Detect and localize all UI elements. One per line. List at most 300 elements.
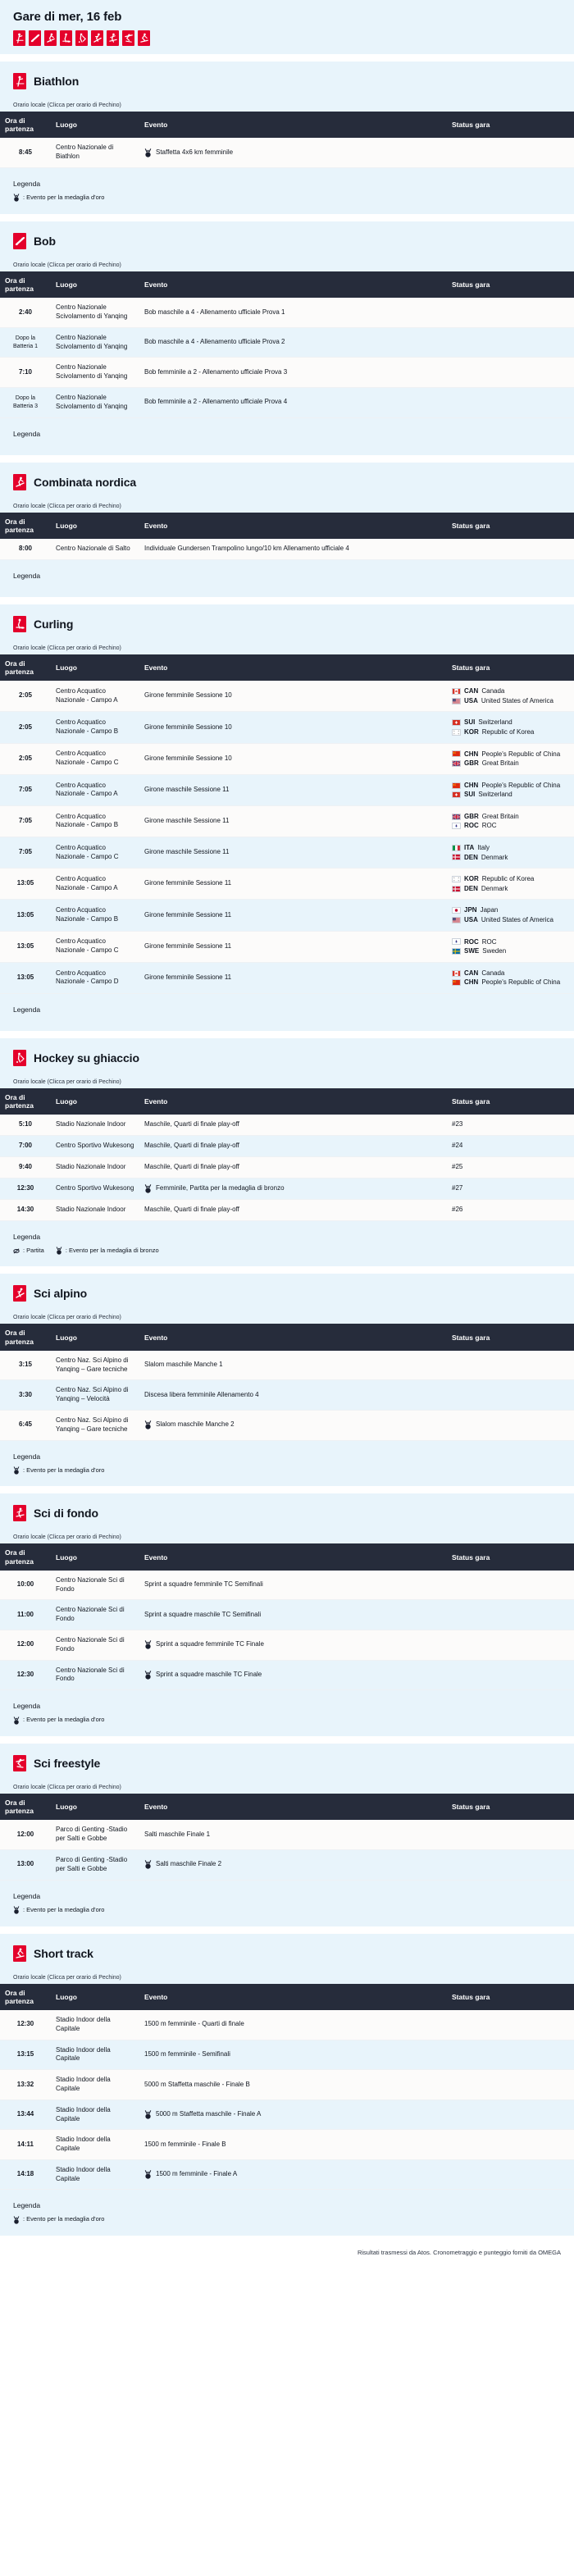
cell-status <box>447 1600 574 1630</box>
event-label: Girone maschile Sessione 11 <box>144 785 230 793</box>
event-label: Salti maschile Finale 1 <box>144 1830 211 1838</box>
team-name: Italy <box>477 844 490 852</box>
team-name: United States of America <box>481 916 554 924</box>
event-label: Bob maschile a 4 - Allenamento ufficiale Prova 2 <box>144 338 285 346</box>
cell-event <box>139 712 447 743</box>
legend-entry-gold <box>13 1466 104 1475</box>
flag-icon-usa <box>452 698 461 704</box>
column-header-event: Evento <box>139 1543 447 1570</box>
section-title: Sci alpino <box>34 1287 88 1301</box>
cell-start-time: 8:00 <box>0 539 51 559</box>
cell-event <box>139 1351 447 1380</box>
sport-filter-sci-di-fondo[interactable] <box>107 30 119 46</box>
column-header-venue: Luogo <box>51 1088 139 1115</box>
status-team <box>452 781 569 791</box>
short-track-icon <box>13 1945 26 1962</box>
team-code: USA <box>464 696 478 704</box>
event-label: 5000 m Staffetta maschile - Finale B <box>144 2080 250 2088</box>
nordic-combined-icon <box>13 474 26 490</box>
cell-event <box>139 2100 447 2130</box>
team-code: SWE <box>464 947 480 955</box>
event-label: 1500 m femminile - Finale B <box>144 2140 226 2148</box>
cell-event <box>139 2040 447 2070</box>
sport-filter-sci-freestyle[interactable] <box>122 30 134 46</box>
section-divider <box>0 1486 574 1493</box>
table-row[interactable] <box>0 1660 574 1690</box>
status-team <box>452 874 569 884</box>
team-name: Sweden <box>482 947 507 955</box>
table-row[interactable] <box>0 2130 574 2160</box>
cell-event <box>139 1411 447 1441</box>
cell-start-time: 13:15 <box>0 2040 51 2070</box>
section-title: Bob <box>34 234 56 248</box>
cross-country-icon <box>108 32 118 44</box>
sport-section-sci-freestyle <box>0 1744 574 1926</box>
cell-start-time: 13:05 <box>0 869 51 900</box>
table-header-row <box>0 112 574 138</box>
flag-icon-roc <box>452 823 461 829</box>
gold-medal-icon <box>144 1860 152 1869</box>
legend-title: Legenda <box>13 1232 41 1241</box>
cell-start-time: 12:00 <box>0 1630 51 1661</box>
cell-status <box>447 1850 574 1881</box>
cell-status <box>447 1571 574 1600</box>
cell-status <box>447 298 574 327</box>
team-name: People's Republic of China <box>481 781 561 789</box>
table-row[interactable] <box>0 869 574 900</box>
table-header-row <box>0 1324 574 1350</box>
legend-bronze-label: : Evento per la medaglia di bronzo <box>65 1246 159 1254</box>
flag-icon-swe <box>452 948 461 955</box>
cell-venue: Centro Nazionale Sci di Fondo <box>51 1600 139 1630</box>
cell-status <box>447 1115 574 1135</box>
section-divider <box>0 54 574 62</box>
column-header-status: Status gara <box>447 654 574 681</box>
local-time-toggle[interactable]: Orario locale (Clicca per orario di Pechino) <box>13 103 121 108</box>
cell-event <box>139 837 447 869</box>
cell-start-time: 13:05 <box>0 962 51 993</box>
legend-gold-label: : Evento per la medaglia d'oro <box>23 1716 105 1724</box>
team-code: ITA <box>464 844 475 852</box>
local-time-toggle[interactable]: Orario locale (Clicca per orario di Pechino) <box>13 645 121 651</box>
legend-curling <box>0 994 574 1029</box>
cell-venue: Centro Acquatico Nazionale - Campo D <box>51 962 139 993</box>
column-header-status: Status gara <box>447 1088 574 1115</box>
local-time-toggle[interactable]: Orario locale (Clicca per orario di Pechino) <box>13 1315 121 1321</box>
table-row[interactable] <box>0 2159 574 2190</box>
legend-biathlon <box>0 168 574 212</box>
cell-event <box>139 869 447 900</box>
gold-medal-icon <box>144 2170 152 2179</box>
sport-section-curling <box>0 604 574 1031</box>
local-time-toggle[interactable]: Orario locale (Clicca per orario di Pechino) <box>13 262 121 268</box>
sport-filter-short-track[interactable] <box>138 30 150 46</box>
local-time-toggle[interactable]: Orario locale (Clicca per orario di Pechino) <box>13 1785 121 1791</box>
cell-status <box>447 743 574 774</box>
legend-entry-gold <box>13 1716 104 1725</box>
event-label: Girone femminile Sessione 11 <box>144 910 232 919</box>
table-row[interactable] <box>0 1380 574 1411</box>
table-row[interactable] <box>0 388 574 418</box>
legend-gold-label: : Evento per la medaglia d'oro <box>23 1466 105 1474</box>
flag-icon-den <box>452 886 461 892</box>
cell-venue: Stadio Indoor della Capitale <box>51 2010 139 2040</box>
legend-sci-alpino <box>0 1441 574 1485</box>
cell-event <box>139 2130 447 2160</box>
cell-event <box>139 805 447 837</box>
column-header-event: Evento <box>139 1794 447 1820</box>
event-label: Maschile, Quarti di finale play-off <box>144 1142 239 1150</box>
section-divider <box>0 1736 574 1744</box>
ice-hockey-icon <box>77 32 87 44</box>
cell-status <box>447 2070 574 2100</box>
status-team <box>452 718 569 727</box>
cell-status <box>447 1630 574 1661</box>
event-label: Individuale Gundersen Trampolino lungo/10 km Allenamento ufficiale 4 <box>144 544 349 552</box>
cell-start-time: 2:05 <box>0 743 51 774</box>
team-code: USA <box>464 916 478 924</box>
cell-start-time: 14:11 <box>0 2130 51 2160</box>
table-row[interactable] <box>0 962 574 993</box>
cell-status <box>447 539 574 559</box>
column-header-venue: Luogo <box>51 513 139 539</box>
column-header-event: Evento <box>139 271 447 298</box>
column-header-event: Evento <box>139 1088 447 1115</box>
cell-start-time: 11:00 <box>0 1600 51 1630</box>
column-header-status: Status gara <box>447 271 574 298</box>
cell-venue: Centro Naz. Sci Alpino di Yanqing – Velocità <box>51 1380 139 1411</box>
team-code: GBR <box>464 759 479 768</box>
bronze-medal-icon <box>56 1247 62 1255</box>
team-code: DEN <box>464 853 478 861</box>
match-number: #24 <box>452 1142 463 1150</box>
local-time-toggle[interactable]: Orario locale (Clicca per orario di Pechino) <box>13 1534 121 1541</box>
event-label: Slalom maschile Manche 1 <box>144 1361 223 1369</box>
cell-venue: Stadio Nazionale Indoor <box>51 1115 139 1135</box>
cell-start-time: Dopo la Batteria 3 <box>0 388 51 418</box>
cell-venue: Centro Acquatico Nazionale - Campo C <box>51 837 139 869</box>
table-row[interactable] <box>0 1156 574 1178</box>
cell-status <box>447 1178 574 1199</box>
table-row[interactable] <box>0 837 574 869</box>
section-header-hockey-su-ghiaccio <box>0 1038 574 1074</box>
cell-event <box>139 931 447 962</box>
sport-filter-hockey-su-ghiaccio[interactable] <box>75 30 88 46</box>
schedule-table-combinata-nordica <box>0 513 574 560</box>
table-row[interactable] <box>0 298 574 327</box>
section-divider <box>0 214 574 221</box>
curling-icon <box>61 32 71 44</box>
cell-start-time: 5:10 <box>0 1115 51 1135</box>
event-label: Girone femminile Sessione 11 <box>144 879 232 887</box>
cell-start-time: 13:05 <box>0 900 51 931</box>
flag-icon-sui <box>452 791 461 798</box>
schedule-table-bob <box>0 271 574 418</box>
event-label: Maschile, Quarti di finale play-off <box>144 1120 239 1128</box>
cell-start-time: 8:45 <box>0 138 51 167</box>
section-header-curling <box>0 604 574 641</box>
event-label: Salti maschile Finale 2 <box>156 1860 222 1868</box>
cell-event <box>139 298 447 327</box>
column-header-time: Ora di partenza <box>0 654 51 681</box>
cell-status <box>447 900 574 931</box>
cell-status <box>447 837 574 869</box>
table-row[interactable] <box>0 1136 574 1157</box>
sport-filter-biathlon[interactable] <box>13 30 25 46</box>
cross-country-icon <box>13 1505 26 1521</box>
cell-status <box>447 2159 574 2190</box>
cell-status <box>447 2100 574 2130</box>
team-code: JPN <box>464 906 477 914</box>
section-header-sci-alpino <box>0 1274 574 1310</box>
legend-sci-di-fondo <box>0 1690 574 1735</box>
sport-filter-combinata-nordica[interactable] <box>44 30 57 46</box>
section-header-short-track <box>0 1934 574 1970</box>
biathlon-icon <box>13 73 26 89</box>
status-team <box>452 727 569 737</box>
column-header-status: Status gara <box>447 513 574 539</box>
section-divider <box>0 1926 574 1934</box>
team-code: ROC <box>464 822 479 830</box>
table-row[interactable] <box>0 539 574 559</box>
table-header-row <box>0 1543 574 1570</box>
table-row[interactable] <box>0 2010 574 2040</box>
status-team <box>452 812 569 822</box>
team-name: United States of America <box>481 696 554 704</box>
column-header-venue: Luogo <box>51 112 139 138</box>
cell-start-time: 13:00 <box>0 1850 51 1881</box>
sport-filter-sci-alpino[interactable] <box>91 30 103 46</box>
legend-gold-label: : Evento per la medaglia d'oro <box>23 2215 105 2223</box>
table-row[interactable] <box>0 1115 574 1135</box>
cell-status <box>447 138 574 167</box>
cell-event <box>139 388 447 418</box>
cell-start-time: 7:05 <box>0 837 51 869</box>
cell-venue: Centro Nazionale Scivolamento di Yanqing <box>51 358 139 388</box>
cell-venue: Centro Acquatico Nazionale - Campo B <box>51 805 139 837</box>
section-divider <box>0 597 574 604</box>
freestyle-skiing-icon <box>13 1755 26 1771</box>
schedule-table-sci-freestyle <box>0 1794 574 1881</box>
cell-venue: Parco di Genting -Stadio per Salti e Gobbe <box>51 1820 139 1849</box>
table-row[interactable] <box>0 774 574 805</box>
cell-venue: Centro Acquatico Nazionale - Campo B <box>51 900 139 931</box>
table-row[interactable] <box>0 1351 574 1380</box>
table-row[interactable] <box>0 358 574 388</box>
cell-status <box>447 1411 574 1441</box>
cell-event <box>139 1115 447 1135</box>
table-header-row <box>0 1794 574 1820</box>
legend-entry-gold <box>13 1906 104 1915</box>
cell-event <box>139 1136 447 1157</box>
column-header-venue: Luogo <box>51 654 139 681</box>
gold-medal-icon <box>13 1466 20 1475</box>
column-header-status: Status gara <box>447 112 574 138</box>
cell-status <box>447 962 574 993</box>
cell-venue: Stadio Indoor della Capitale <box>51 2100 139 2130</box>
section-title: Combinata nordica <box>34 475 137 489</box>
cell-start-time: 7:05 <box>0 805 51 837</box>
cell-event <box>139 1600 447 1630</box>
event-label: 5000 m Staffetta maschile - Finale A <box>156 2110 262 2118</box>
column-header-time: Ora di partenza <box>0 271 51 298</box>
cell-status <box>447 2130 574 2160</box>
cell-status <box>447 1380 574 1411</box>
legend-title: Legenda <box>13 1891 41 1900</box>
status-team <box>452 790 569 800</box>
cell-venue: Stadio Indoor della Capitale <box>51 2159 139 2190</box>
flag-icon-jpn <box>452 907 461 914</box>
team-name: Republic of Korea <box>481 727 535 736</box>
sport-filter-strip <box>13 30 561 46</box>
team-name: Great Britain <box>481 759 519 768</box>
match-number: #26 <box>452 1205 463 1213</box>
team-code: CAN <box>464 687 479 695</box>
sport-section-sci-di-fondo <box>0 1493 574 1736</box>
event-label: Bob femminile a 2 - Allenamento ufficiale Prova 4 <box>144 398 288 406</box>
table-row[interactable] <box>0 2070 574 2100</box>
column-header-status: Status gara <box>447 1984 574 2010</box>
table-row[interactable] <box>0 2100 574 2130</box>
team-code: SUI <box>464 718 476 727</box>
cell-start-time: 9:40 <box>0 1156 51 1178</box>
cell-venue: Centro Naz. Sci Alpino di Yanqing – Gare tecniche <box>51 1411 139 1441</box>
flag-icon-ita <box>452 845 461 851</box>
flag-icon-usa <box>452 917 461 923</box>
gold-medal-icon <box>13 1906 20 1914</box>
table-row[interactable] <box>0 2040 574 2070</box>
cell-status <box>447 805 574 837</box>
local-time-toggle[interactable]: Orario locale (Clicca per orario di Pechino) <box>13 503 121 509</box>
sport-filter-curling[interactable] <box>60 30 72 46</box>
section-title: Sci di fondo <box>34 1507 98 1521</box>
local-time-toggle[interactable]: Orario locale (Clicca per orario di Pechino) <box>13 1974 121 1981</box>
legend-title: Legenda <box>13 1702 41 1711</box>
section-header-sci-di-fondo <box>0 1493 574 1530</box>
cell-start-time: 6:45 <box>0 1411 51 1441</box>
flag-icon-gbr <box>452 814 461 820</box>
table-row[interactable] <box>0 805 574 837</box>
bobsleigh-icon <box>30 32 40 44</box>
status-team <box>452 843 569 853</box>
cell-status <box>447 1660 574 1690</box>
section-header-bob <box>0 221 574 258</box>
legend-entry-gold <box>13 2215 104 2224</box>
cell-start-time: 2:05 <box>0 681 51 712</box>
table-row[interactable] <box>0 931 574 962</box>
team-name: Switzerland <box>478 791 512 799</box>
sport-filter-bob[interactable] <box>29 30 41 46</box>
status-team <box>452 759 569 768</box>
section-header-biathlon <box>0 62 574 98</box>
table-row[interactable] <box>0 900 574 931</box>
gold-medal-icon <box>13 1717 20 1725</box>
section-divider <box>0 1031 574 1038</box>
cell-start-time: 12:00 <box>0 1820 51 1849</box>
cell-event <box>139 539 447 559</box>
column-header-time: Ora di partenza <box>0 1543 51 1570</box>
flag-icon-chn <box>452 782 461 789</box>
cell-status <box>447 712 574 743</box>
event-label: Discesa libera femminile Allenamento 4 <box>144 1390 259 1398</box>
cell-venue: Centro Nazionale Sci di Fondo <box>51 1571 139 1600</box>
table-row[interactable] <box>0 1850 574 1881</box>
table-row[interactable] <box>0 1600 574 1630</box>
biathlon-icon <box>15 32 25 44</box>
table-row[interactable] <box>0 1630 574 1661</box>
cell-start-time: 10:00 <box>0 1571 51 1600</box>
column-header-event: Evento <box>139 513 447 539</box>
cell-venue: Centro Acquatico Nazionale - Campo A <box>51 681 139 712</box>
page-title: Gare di mer, 16 feb <box>13 10 122 24</box>
table-header-row <box>0 513 574 539</box>
event-label: Sprint a squadre femminile TC Semifinali <box>144 1580 263 1589</box>
cell-event <box>139 1380 447 1411</box>
cell-event <box>139 2070 447 2100</box>
gold-medal-icon <box>144 148 152 157</box>
schedule-table-curling <box>0 654 574 994</box>
legend-bob <box>0 418 574 454</box>
column-header-time: Ora di partenza <box>0 1088 51 1115</box>
status-team <box>452 915 569 925</box>
status-team <box>452 686 569 696</box>
team-name: Canada <box>481 687 505 695</box>
legend-title: Legenda <box>13 429 41 438</box>
legend-entry-bronze <box>56 1247 159 1256</box>
legend-hockey-su-ghiaccio <box>0 1221 574 1265</box>
cell-venue: Centro Nazionale Scivolamento di Yanqing <box>51 388 139 418</box>
cell-status <box>447 1156 574 1178</box>
table-row[interactable] <box>0 1571 574 1600</box>
table-row[interactable] <box>0 1820 574 1849</box>
table-row[interactable] <box>0 681 574 712</box>
table-row[interactable] <box>0 1178 574 1199</box>
legend-title: Legenda <box>13 2201 41 2210</box>
cell-event <box>139 2010 447 2040</box>
cell-event <box>139 1660 447 1690</box>
section-divider <box>0 455 574 463</box>
table-row[interactable] <box>0 1199 574 1220</box>
table-row[interactable] <box>0 712 574 743</box>
nordic-combined-icon <box>46 32 56 44</box>
team-name: Denmark <box>481 853 508 861</box>
team-name: People's Republic of China <box>481 978 561 987</box>
section-title: Sci freestyle <box>34 1757 101 1771</box>
table-row[interactable] <box>0 138 574 167</box>
status-team <box>452 821 569 831</box>
table-row[interactable] <box>0 743 574 774</box>
table-row[interactable] <box>0 1411 574 1441</box>
column-header-venue: Luogo <box>51 271 139 298</box>
event-label: Bob maschile a 4 - Allenamento ufficiale Prova 1 <box>144 308 285 316</box>
event-label: Sprint a squadre femminile TC Finale <box>156 1640 264 1648</box>
cell-event <box>139 138 447 167</box>
local-time-toggle[interactable]: Orario locale (Clicca per orario di Pechino) <box>13 1079 121 1086</box>
event-label: Slalom maschile Manche 2 <box>156 1420 235 1429</box>
cell-event <box>139 900 447 931</box>
event-label: Staffetta 4x6 km femminile <box>156 148 234 156</box>
cell-start-time: 2:05 <box>0 712 51 743</box>
cell-event <box>139 1820 447 1849</box>
column-header-status: Status gara <box>447 1794 574 1820</box>
status-team <box>452 853 569 863</box>
event-label: Maschile, Quarti di finale play-off <box>144 1162 239 1170</box>
team-name: Switzerland <box>478 718 512 727</box>
team-code: DEN <box>464 884 478 892</box>
table-row[interactable] <box>0 327 574 358</box>
event-label: Maschile, Quarti di finale play-off <box>144 1205 239 1213</box>
team-name: Republic of Korea <box>481 875 535 883</box>
